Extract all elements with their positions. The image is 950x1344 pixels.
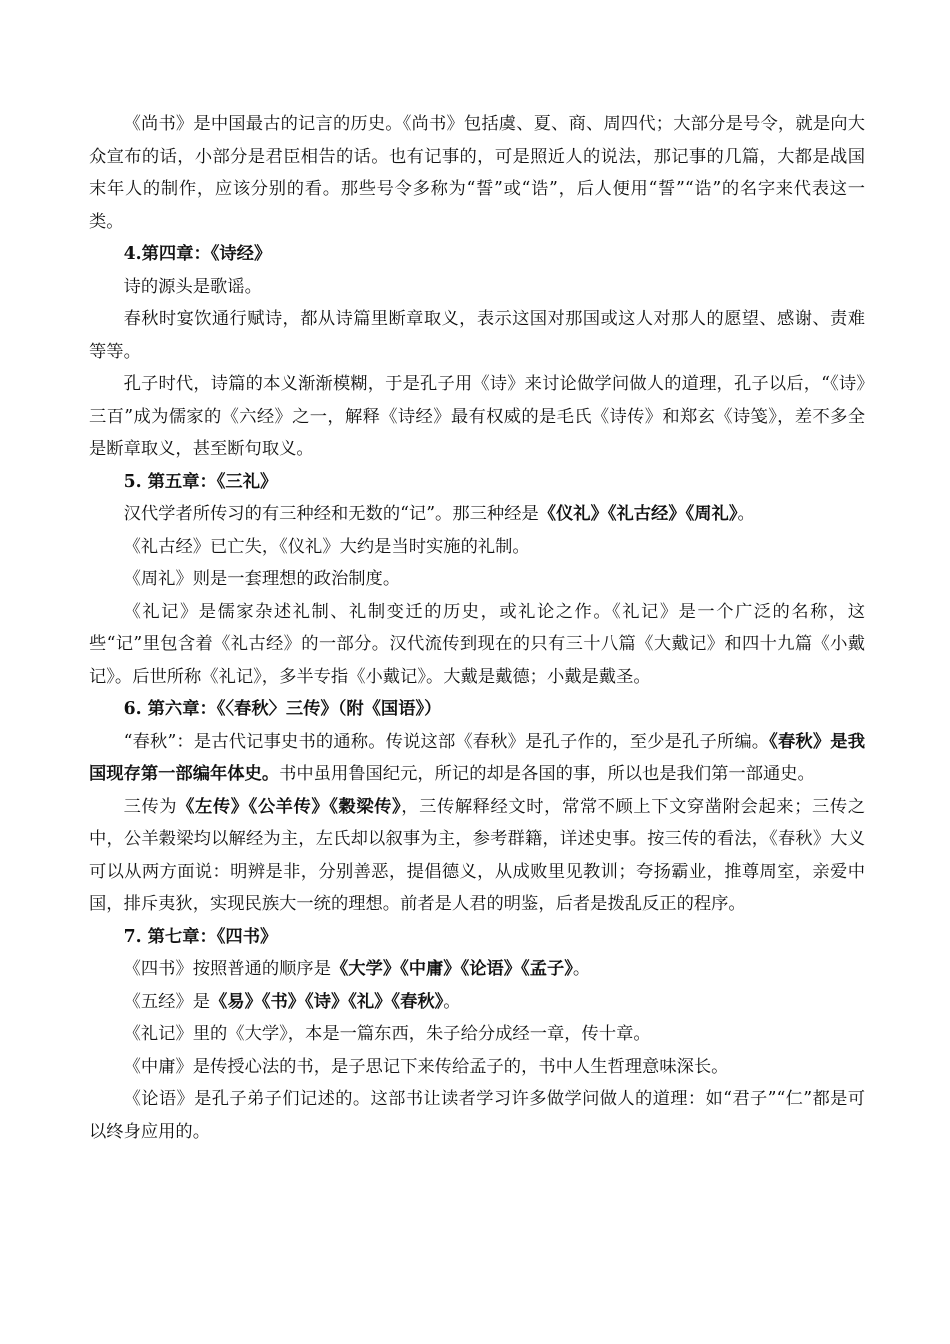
text-run: 4.第四章：《诗经》 bbox=[123, 244, 272, 264]
body-paragraph bbox=[89, 1051, 865, 1084]
text-run: 《礼记》是儒家杂述礼制、礼制变迁的历史，或礼论之作。《礼记》是一个广泛的名称，这些“记”里包含着《礼古经》的一部分。汉代流传到现在的只有三十八篇《大戴记》和四十九篇《小戴记》。后世所称《礼记》，多半专指《小戴记》。大戴是戴德；小戴是戴圣。 bbox=[89, 601, 865, 687]
body-paragraph bbox=[89, 953, 865, 986]
body-paragraph bbox=[89, 791, 865, 921]
body-paragraph bbox=[89, 531, 865, 564]
text-run: 。 bbox=[737, 504, 755, 524]
body-paragraph bbox=[89, 726, 865, 791]
text-run: 。 bbox=[443, 991, 461, 1012]
body-paragraph bbox=[89, 986, 865, 1019]
body-paragraph bbox=[89, 271, 865, 304]
document-page bbox=[89, 108, 865, 1148]
bold-text: 《易》《书》《诗》《礼》《春秋》 bbox=[210, 991, 444, 1012]
bold-text: 《仪礼》《礼古经》《周礼》 bbox=[538, 504, 738, 524]
text-run: 《尚书》是中国最古的记言的历史。《尚书》包括虞、夏、商、周四代；大部分是号令，就是向大众宣布的话，小部分是君臣相告的话。也有记事的，可是照近人的说法，那记事的几篇，大都是战国末年人的制作，应该分别的看。那些号令多称为“誓”或“诰”，后人便用“誓”“诰”的名字来代表这一类。 bbox=[89, 114, 865, 232]
text-run: 5. 第五章：《三礼》 bbox=[123, 471, 278, 492]
text-run: “春秋”：是古代记事史书的通称。传说这部《春秋》是孔子作的，至少是孔子所编。 bbox=[123, 731, 770, 752]
text-run: ，三传解释经文时，常常不顾上下文穿凿附会起来；三传之中，公羊穀梁均以解经为主，左氏却以叙事为主，参考群籍，详述史事。按三传的看法，《春秋》大义可以从两方面说：明辨是非，分别善恶，提倡德义，从成败里见教训；夸扬霸业，推尊周室，亲爱中国，排斥夷狄，实现民族大一统的理想。前者是人君的明鉴，后者是拨乱反正的程序。 bbox=[89, 796, 865, 914]
text-run: 6. 第六章：《〈春秋〉三传》（附《国语》） bbox=[123, 699, 442, 719]
body-paragraph bbox=[89, 108, 865, 238]
text-run: 《四书》按照普通的顺序是 bbox=[123, 959, 331, 979]
body-paragraph bbox=[89, 596, 865, 694]
chapter-heading bbox=[89, 466, 865, 499]
bold-text: 《大学》《中庸》《论语》《孟子》 bbox=[330, 959, 573, 979]
body-paragraph bbox=[89, 1083, 865, 1148]
text-run: 。 bbox=[572, 959, 591, 979]
text-run: 《礼记》里的《大学》，本是一篇东西，朱子给分成经一章，传十章。 bbox=[123, 1024, 651, 1044]
text-run: 孔子时代，诗篇的本义渐渐模糊，于是孔子用《诗》来讨论做学问做人的道理，孔子以后，“《诗》三百”成为儒家的《六经》之一，解释《诗经》最有权威的是毛氏《诗传》和郑玄《诗笺》，差不多全是断章取义，甚至断句取义。 bbox=[89, 374, 865, 459]
text-run: 《论语》是孔子弟子们记述的。这部书让读者学习许多做学问做人的道理：如“君子”“仁”都是可以终身应用的。 bbox=[89, 1089, 865, 1142]
chapter-heading bbox=[89, 921, 865, 954]
text-run: 春秋时宴饮通行赋诗，都从诗篇里断章取义，表示这国对那国或这人对那人的愿望、感谢、责难等等。 bbox=[89, 309, 865, 362]
body-paragraph bbox=[89, 498, 865, 531]
chapter-heading bbox=[89, 693, 865, 726]
text-run: 诗的源头是歌谣。 bbox=[123, 276, 262, 297]
text-run: 《周礼》则是一套理想的政治制度。 bbox=[123, 569, 401, 589]
text-run: 《礼古经》已亡失，《仪礼》大约是当时实施的礼制。 bbox=[123, 536, 530, 557]
text-run: 7. 第七章：《四书》 bbox=[123, 926, 278, 947]
body-paragraph bbox=[89, 303, 865, 368]
text-run: 书中虽用鲁国纪元，所记的却是各国的事，所以也是我们第一部通史。 bbox=[279, 764, 815, 784]
chapter-heading bbox=[89, 238, 865, 271]
body-paragraph bbox=[89, 368, 865, 466]
text-run: 汉代学者所传习的有三种经和无数的“记”。那三种经是 bbox=[123, 504, 539, 524]
text-run: 《五经》是 bbox=[123, 991, 211, 1012]
body-paragraph bbox=[89, 1018, 865, 1051]
text-run: 《中庸》是传授心法的书，是子思记下来传给孟子的，书中人生哲理意味深长。 bbox=[123, 1056, 729, 1077]
bold-text: 《春秋》是我国现存第一部编年体史。 bbox=[89, 731, 866, 784]
text-run: 三传为 bbox=[123, 796, 178, 817]
body-paragraph bbox=[89, 563, 865, 596]
bold-text: 《左传》《公羊传》《穀梁传》 bbox=[177, 796, 402, 817]
